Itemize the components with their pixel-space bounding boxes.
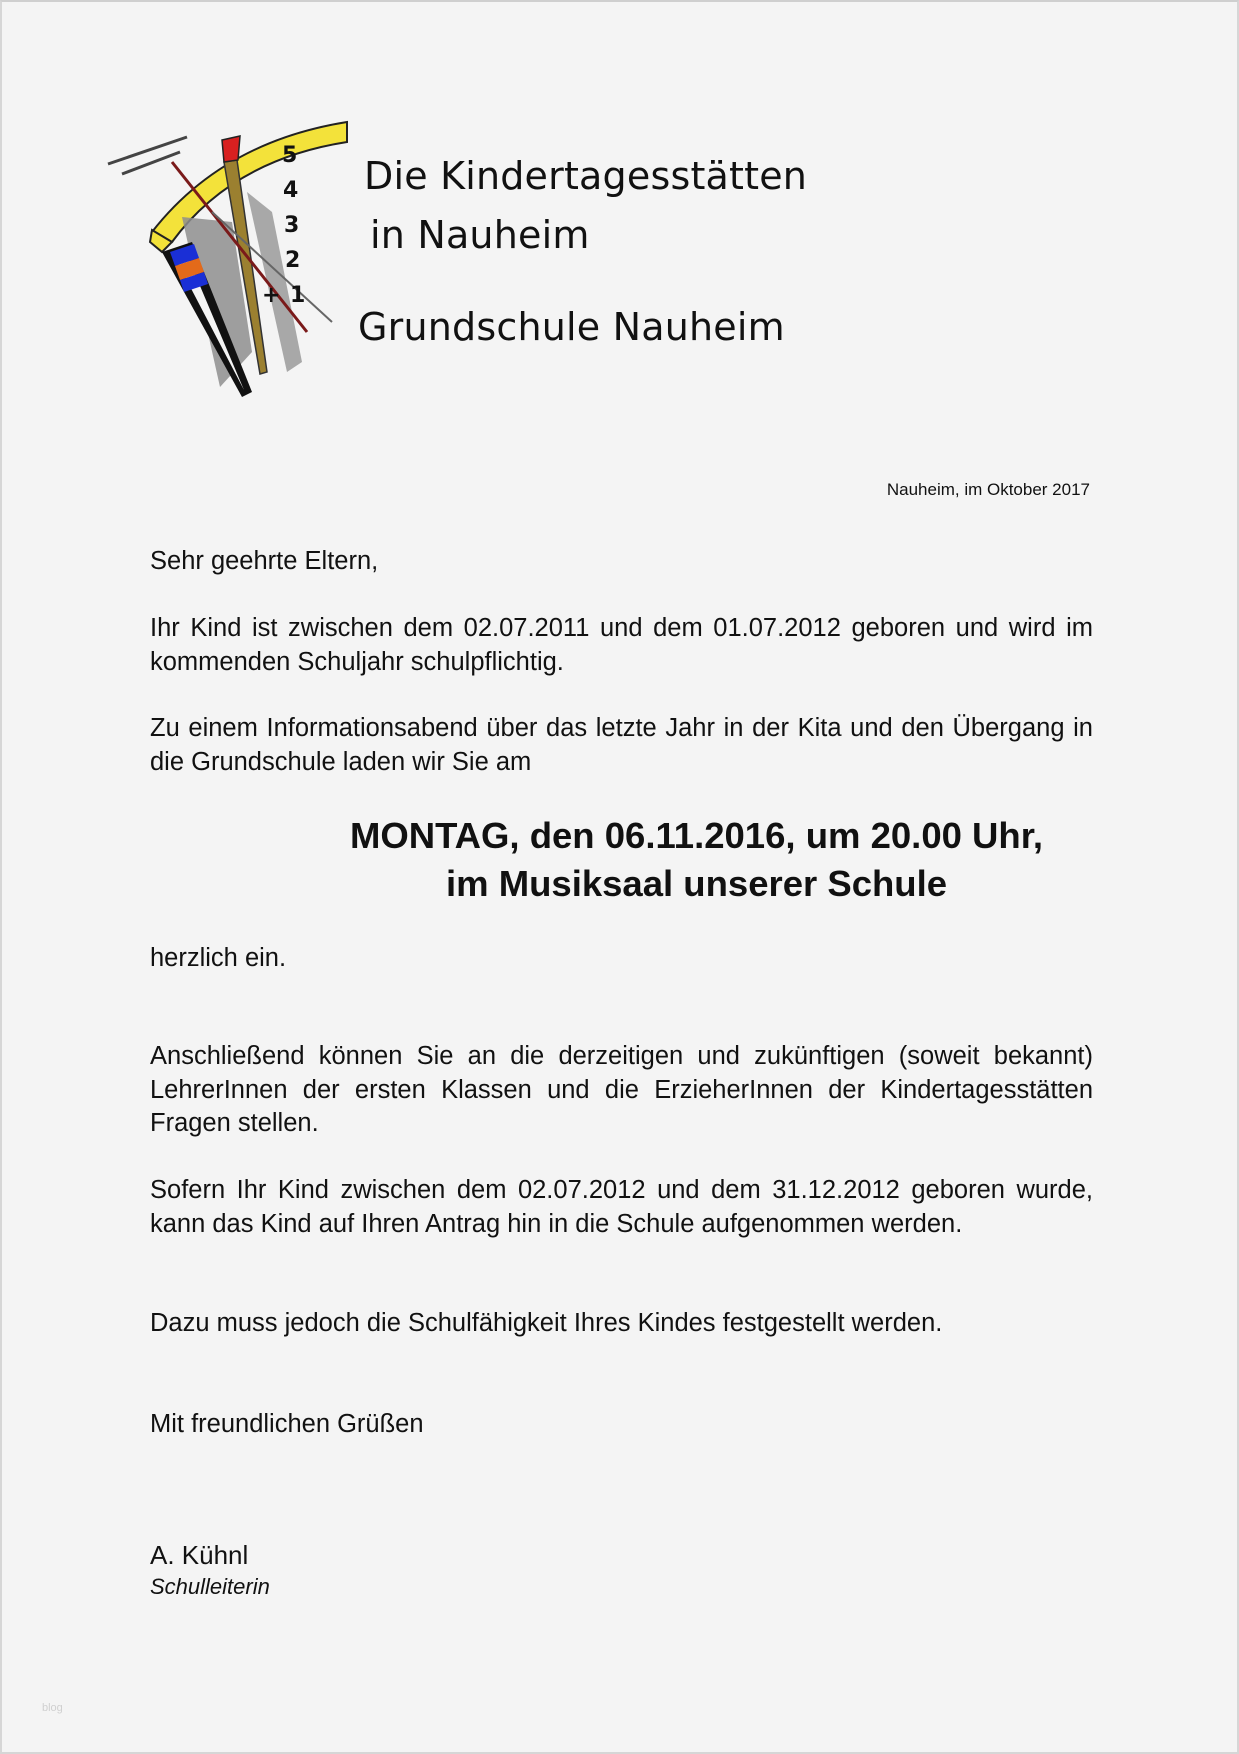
letter-date: Nauheim, im Oktober 2017 [886, 480, 1090, 499]
signature-role: Schulleiterin [150, 1574, 270, 1599]
signature-name: A. Kühnl [150, 1540, 249, 1570]
paragraph-questions: Anschließend können Sie an die derzeitigen und zukünftigen (soweit bekannt) LehrerInnen der ersten Klassen und die ErzieherInnen der Kindertagesstätten Fragen stellen. [150, 1042, 1093, 1137]
invitation-close: herzlich ein. [150, 944, 287, 972]
header-location-line: in Nauheim [370, 213, 590, 257]
paragraph-early-enrollment: Sofern Ihr Kind zwischen dem 02.07.2012 und dem 31.12.2012 geboren wurde, kann das Kind auf Ihren Antrag hin in die Schule aufgenommen werden. [150, 1176, 1093, 1238]
svg-text:2: 2 [285, 248, 301, 273]
svg-text:1: 1 [290, 283, 306, 308]
svg-text:3: 3 [284, 213, 300, 238]
school-logo [102, 102, 362, 402]
paragraph-invitation: Zu einem Informationsabend über das letzte Jahr in der Kita und den Übergang in die Grundschule laden wir Sie am [150, 714, 1093, 776]
svg-text:+: + [262, 283, 281, 308]
svg-text:4: 4 [283, 178, 299, 203]
svg-text:5: 5 [282, 143, 298, 168]
watermark: blog [42, 1702, 63, 1714]
event-details [150, 812, 1093, 908]
closing-greeting: Mit freundlichen Grüßen [150, 1410, 424, 1438]
school-supplies-logo-icon [102, 102, 362, 402]
header-kitas-line: Die Kindertagesstätten [364, 154, 808, 198]
paragraph-readiness: Dazu muss jedoch die Schulfähigkeit Ihres Kindes festgestellt werden. [150, 1309, 943, 1337]
header-school-name: Grundschule Nauheim [358, 305, 785, 349]
salutation: Sehr geehrte Eltern, [150, 547, 379, 575]
event-date-time: MONTAG, den 06.11.2016, um 20.00 Uhr, [349, 815, 1044, 856]
event-location: im Musiksaal unserer Schule [445, 863, 948, 904]
paragraph-school-age: Ihr Kind ist zwischen dem 02.07.2011 und dem 01.07.2012 geboren und wird im kommenden Schuljahr schulpflichtig. [150, 614, 1093, 676]
